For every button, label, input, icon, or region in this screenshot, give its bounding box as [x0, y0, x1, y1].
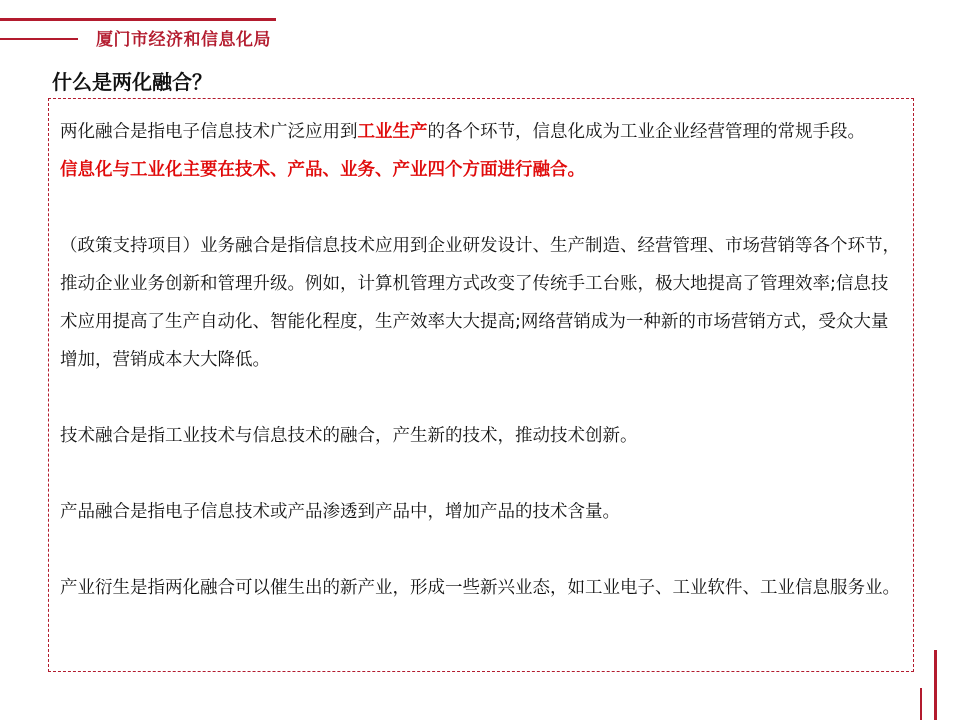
header-rule-long — [0, 18, 276, 21]
paragraph-four-aspects: 信息化与工业化主要在技术、产品、业务、产业四个方面进行融合。 — [60, 160, 585, 180]
paragraph-spacer — [60, 531, 903, 569]
paragraph-spacer — [60, 189, 903, 227]
content-box — [48, 98, 914, 672]
paragraph-technology-integration: 技术融合是指工业技术与信息技术的融合，产生新的技术，推动技术创新。 — [60, 426, 638, 446]
paragraph-industry-derivation: 产业衍生是指两化融合可以催生出的新产业，形成一些新兴业态，如工业电子、工业软件、工业信息服务业。 — [60, 578, 900, 598]
definition-text-start: 两化融合是指电子信息技术广泛应用到 — [60, 122, 358, 142]
header-rule-short — [0, 38, 78, 40]
corner-bar-tall — [934, 650, 937, 720]
paragraph-product-integration: 产品融合是指电子信息技术或产品渗透到产品中，增加产品的技术含量。 — [60, 502, 620, 522]
paragraph-spacer — [60, 455, 903, 493]
paragraph-definition — [60, 113, 903, 151]
paragraph-business-integration: （政策支持项目）业务融合是指信息技术应用到企业研发设计、生产制造、经营管理、市场营销等各个环节，推动企业业务创新和管理升级。例如，计算机管理方式改变了传统手工台账，极大地提高了管理效率;信息技术应用提高了生产自动化、智能化程度，生产效率大大提高;网络营销成为一种新的市场营销方式，受众大量增加，营销成本大大降低。 — [60, 236, 900, 370]
corner-bar-short — [920, 688, 922, 720]
paragraph-spacer — [60, 379, 903, 417]
slide-title: 什么是两化融合？ — [52, 70, 212, 94]
industrial-production-highlight: 工业生产 — [357, 122, 428, 142]
org-name: 厦门市经济和信息化局 — [96, 30, 271, 50]
definition-text-end: 的各个环节，信息化成为工业企业经营管理的常规手段。 — [427, 122, 865, 142]
